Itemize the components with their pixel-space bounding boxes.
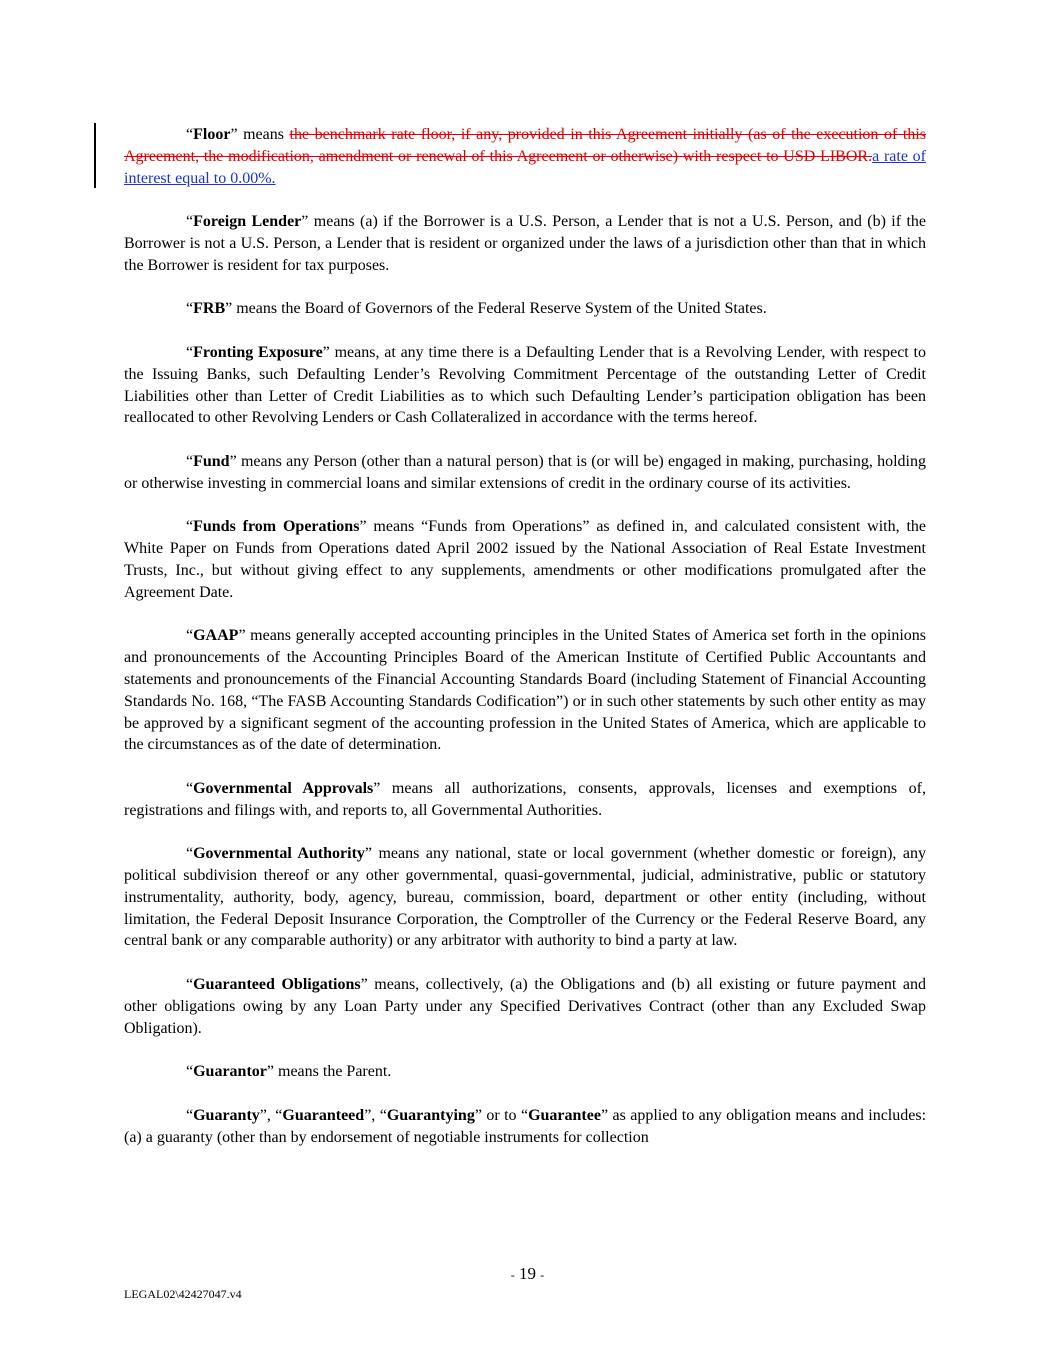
defined-term: Floor: [193, 126, 231, 143]
definition-text: means any Person (other than a natural person) that is (or will be) engaged in making, purchasing, holding or otherwise investing in commercial loans and similar extensions of credit in the ordinary course of its activities.: [124, 452, 926, 492]
defined-term: Guaranty: [193, 1106, 260, 1124]
page-number-dash: -: [510, 1268, 515, 1282]
definition-guaranteed-obligations: [124, 974, 926, 1039]
quote-open: “: [186, 1106, 194, 1124]
definition-fund: [124, 451, 926, 495]
defined-term: GAAP: [193, 627, 239, 645]
definition-text: means, at any time there is a Defaulting Lender that is a Revolving Lender, with respect to the Issuing Banks, such Defaulting Lender’s Revolving Commitment Percentage of the outstanding Letter of Credit Liabilities other than Letter of Credit Liabilities as to which such Defaulting Lender’s participation obligation has been reallocated to other Revolving Lenders or Cash Collateralized in accordance with the terms hereof.: [124, 343, 926, 427]
definition-guaranty: [124, 1105, 926, 1149]
page-number: [0, 1264, 1055, 1284]
quote-open: “: [186, 343, 194, 361]
term-separator: ”, “: [259, 1106, 283, 1124]
document-id: LEGAL02\42427047.v4: [124, 1287, 242, 1301]
quote-close: ”: [360, 976, 368, 994]
definition-funds-from-operations: [124, 516, 926, 603]
definition-text: means “Funds from Operations” as defined in, and calculated consistent with, the White Paper on Funds from Operations dated April 2002 issued by the National Association of Real Estate Investment Trusts, Inc., but without giving effect to any supplements, amendments or other modifications promulgated after the Agreement Date.: [124, 518, 927, 601]
definition-floor: [124, 124, 926, 189]
definition-frb: [124, 298, 926, 320]
definition-text: means the Board of Governors of the Federal Reserve System of the United States.: [232, 300, 767, 318]
quote-close: ”: [600, 1106, 609, 1124]
quote-open: “: [186, 976, 194, 994]
definition-foreign-lender: [124, 211, 926, 276]
definition-text: means generally accepted accounting principles in the United States of America set forth in the opinions and pronouncements of the Accounting Principles Board of the American Institute of Certified Public Accountants and statements and pronouncements of the Financial Accounting Standards Board (including Statement of Financial Accounting Standards No. 168, “The FASB Accounting Standards Codification”) or in such other statements by such other entity as may be approved by a significant segment of the accounting profession in the United States of America, which are applicable to the circumstances as of the date of determination.: [124, 627, 926, 754]
definition-governmental-authority: [124, 843, 926, 952]
definition-text: means all authorizations, consents, approvals, licenses and exemptions of, registrations and filings with, and reports to, all Governmental Authorities.: [124, 779, 926, 819]
definition-text: means the Parent.: [274, 1063, 392, 1081]
deleted-text: the benchmark rate floor, if any, provided in this Agreement initially (as of the execution of this Agreement, the modification, amendment or renewal of this Agreement or otherwise) with respect to USD LIBOR.: [124, 126, 926, 165]
definition-text: means: [237, 126, 290, 143]
quote-open: “: [186, 845, 194, 863]
term-separator: ” or to “: [474, 1106, 529, 1124]
quote-close: ”: [238, 627, 246, 645]
definition-governmental-approvals: [124, 778, 926, 822]
quote-close: ”: [225, 300, 233, 318]
defined-term: FRB: [193, 300, 226, 318]
quote-close: ”: [359, 518, 367, 536]
quote-close: ”: [301, 213, 309, 231]
quote-close: ”: [266, 1063, 274, 1081]
definition-fronting-exposure: [124, 342, 926, 429]
defined-term: Governmental Approvals: [193, 779, 374, 797]
definition-text: means, collectively, (a) the Obligations and (b) all existing or future payment and other obligations owing by any Loan Party under any Specified Derivatives Contract (other than any Excluded Swap Obligation).: [124, 976, 927, 1037]
defined-term: Guaranteed Obligations: [193, 976, 361, 994]
quote-open: “: [186, 1063, 194, 1081]
definition-gaap: [124, 625, 926, 756]
quote-close: ”: [373, 779, 381, 797]
document-page: [124, 124, 926, 1170]
defined-term: Governmental Authority: [193, 845, 365, 863]
defined-term: Funds from Operations: [193, 518, 360, 536]
quote-open: “: [186, 452, 194, 470]
defined-term: Guaranteed: [282, 1106, 365, 1124]
defined-term: Fronting Exposure: [193, 343, 323, 361]
quote-open: “: [186, 627, 194, 645]
definition-text: means (a) if the Borrower is a U.S. Person, a Lender that is not a U.S. Person, and (b) if the Borrower is not a U.S. Person, a Lender that is resident or organized under the laws of a jurisdiction other than that in which the Borrower is resident for tax purposes.: [124, 213, 927, 274]
page-number-value: 19: [519, 1264, 536, 1283]
defined-term: Fund: [193, 452, 230, 470]
quote-open: “: [186, 300, 194, 318]
page-number-dash: -: [540, 1268, 545, 1282]
definition-text: as applied to any obligation means and includes: (a) a guaranty (other than by endorsement of negotiable instruments for collection: [124, 1106, 927, 1146]
quote-open: “: [186, 213, 194, 231]
quote-close: ”: [230, 126, 238, 143]
defined-term: Guarantor: [193, 1063, 267, 1081]
defined-term: Foreign Lender: [193, 213, 302, 231]
quote-open: “: [186, 126, 194, 143]
definition-guarantor: [124, 1061, 926, 1083]
term-separator: ”, “: [364, 1106, 387, 1124]
inserted-text: a rate of interest equal to 0.00%.: [124, 147, 927, 187]
defined-term: Guarantee: [528, 1106, 601, 1124]
defined-term: Guarantying: [386, 1106, 475, 1124]
quote-close: ”: [229, 452, 237, 470]
quote-open: “: [186, 518, 194, 536]
quote-close: ”: [322, 343, 330, 361]
revision-change-bar: [94, 123, 96, 188]
quote-close: ”: [364, 845, 373, 863]
definition-text: means any national, state or local government (whether domestic or foreign), any political subdivision thereof or any other governmental, quasi-governmental, judicial, administrative, public or statutory instrumentality, authority, body, agency, bureau, commission, board, department or other entity (including, without limitation, the Federal Deposit Insurance Corporation, the Comptroller of the Currency or the Federal Reserve Board, any central bank or any comparable authority) or any arbitrator with authority to bind a party at law.: [124, 845, 926, 950]
quote-open: “: [186, 779, 194, 797]
